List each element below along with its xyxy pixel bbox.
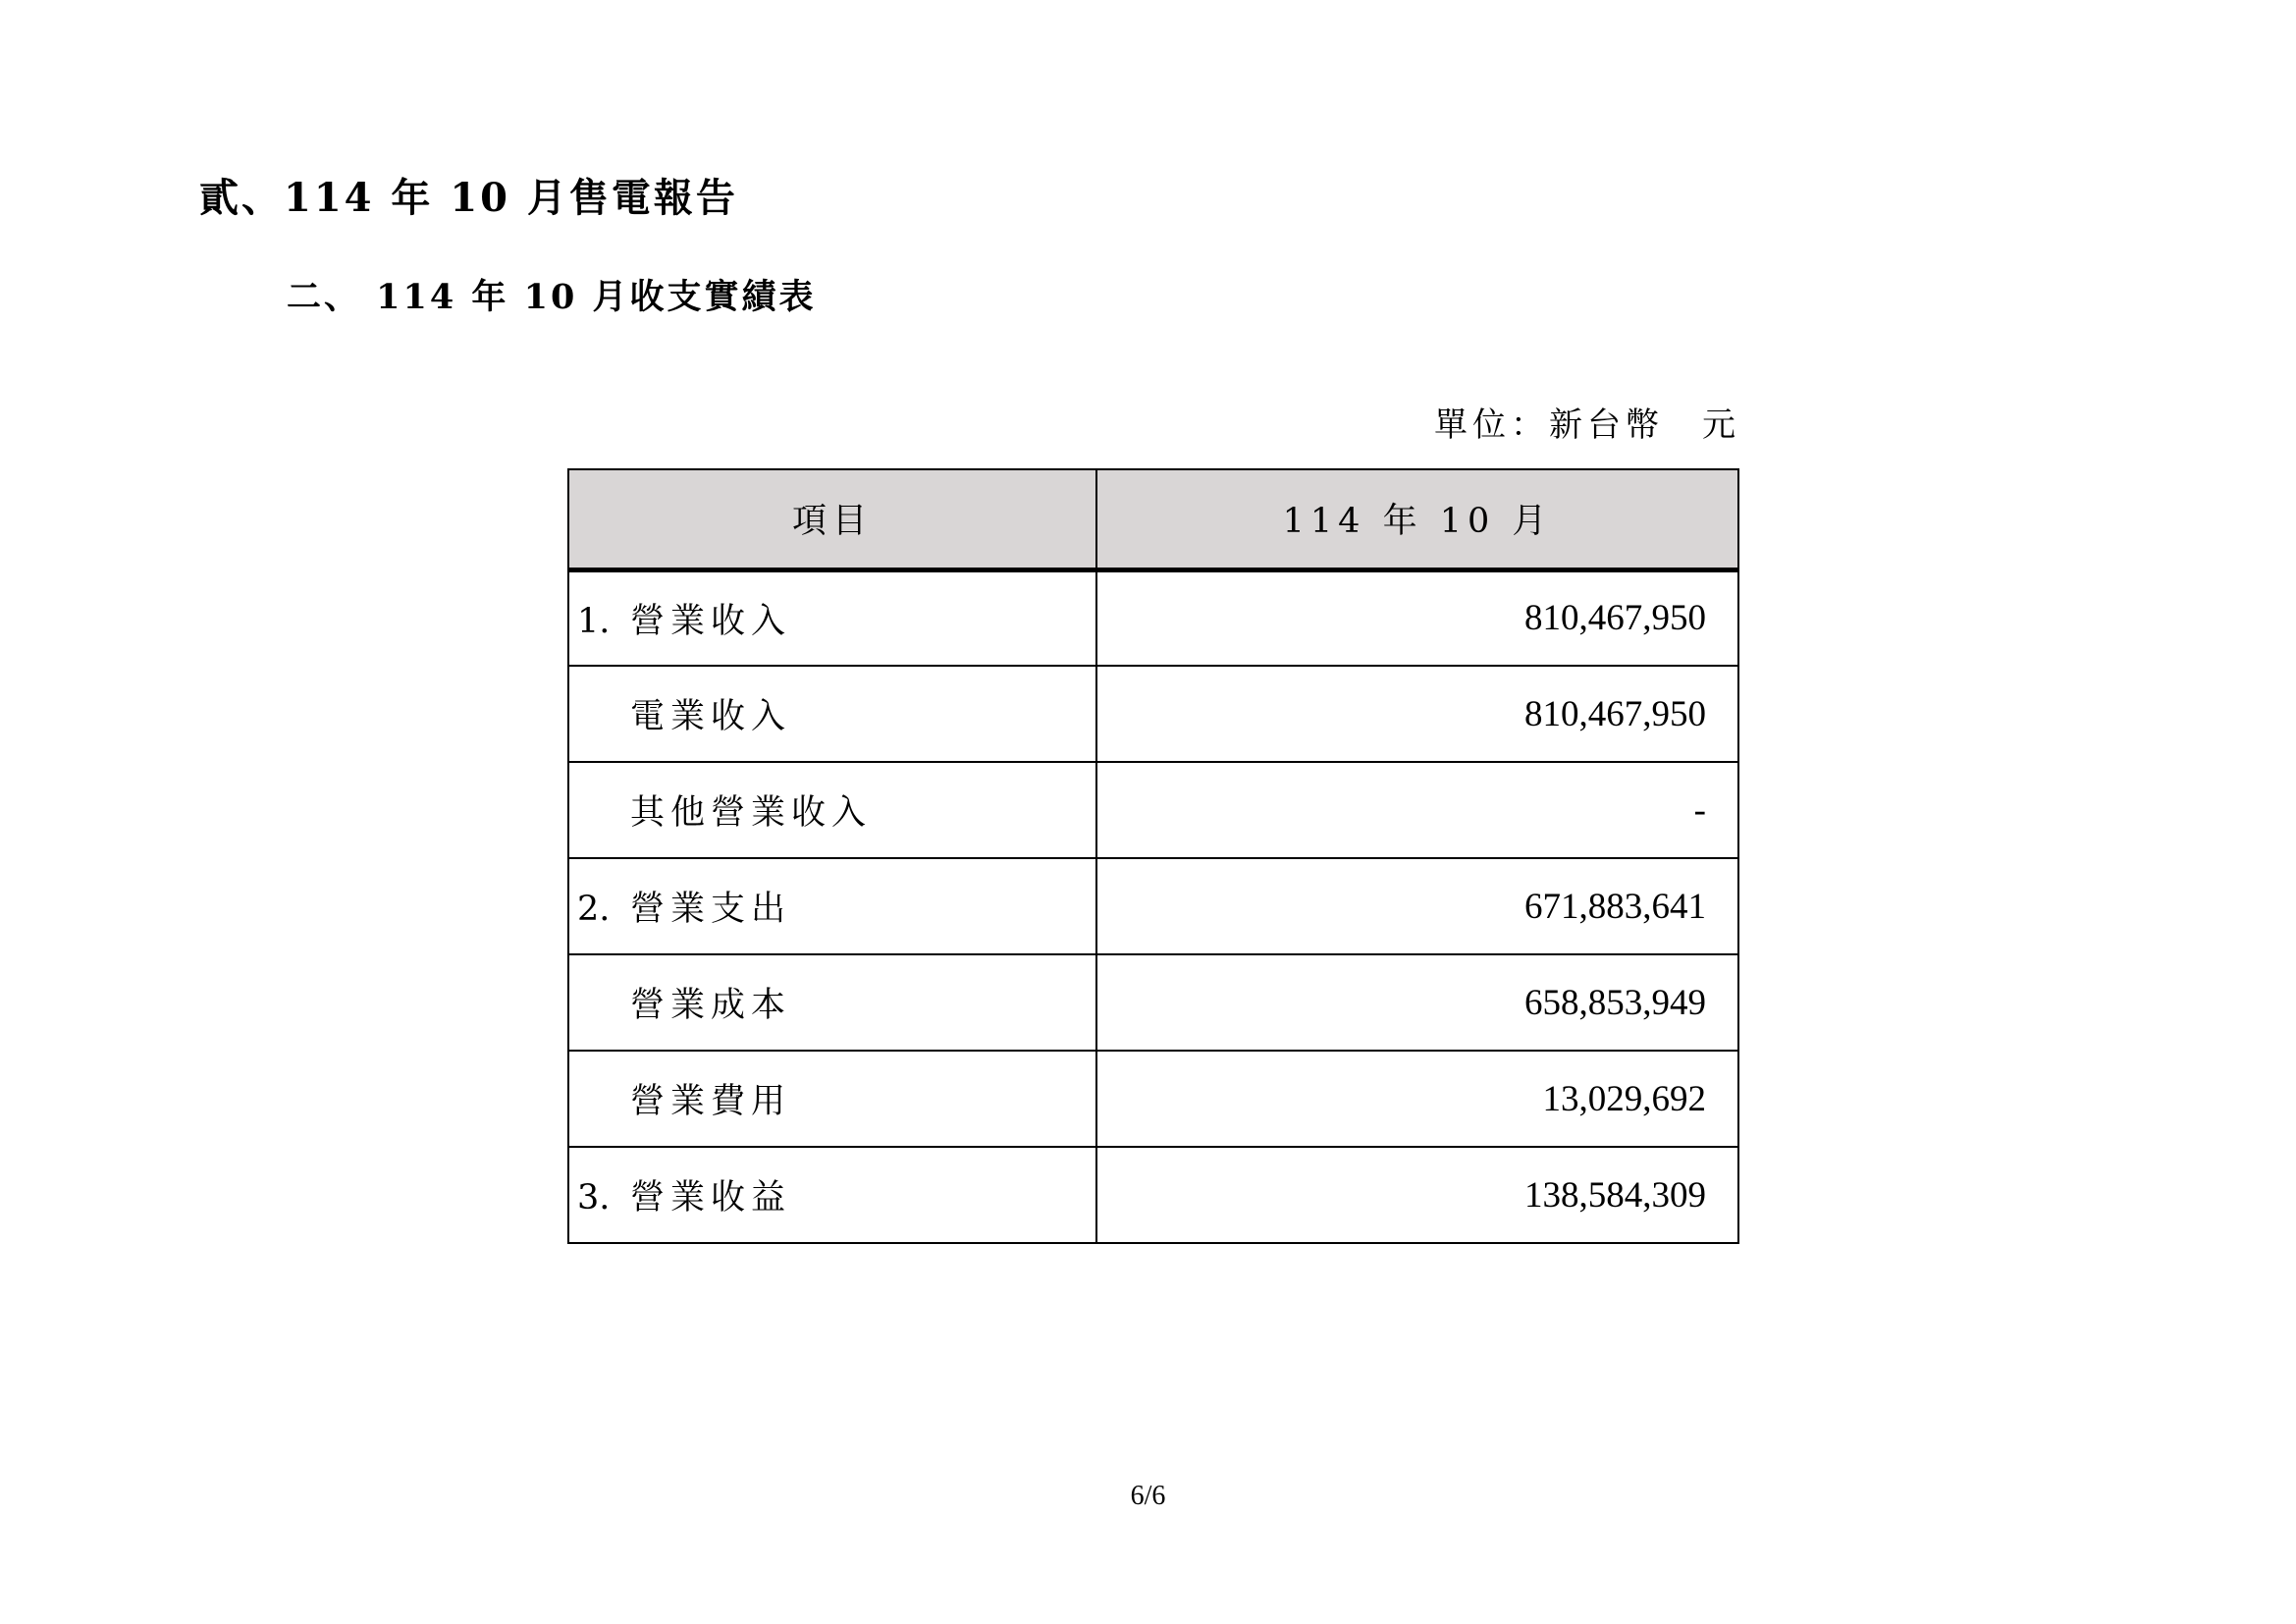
section-title: 貳、114 年 10 月售電報告	[199, 175, 738, 221]
page-number: 6/6	[1130, 1481, 1166, 1511]
row-label	[568, 569, 1096, 666]
column-header-month: 114 年 10 月	[1096, 469, 1738, 569]
table-header-row	[568, 469, 1738, 569]
row-number: 3.	[577, 1178, 611, 1218]
subsection-title: 二、 114 年 10 月收支實績表	[287, 277, 817, 317]
table-row	[568, 569, 1738, 666]
row-value: -	[1096, 762, 1738, 858]
row-value: 13,029,692	[1096, 1051, 1738, 1147]
table-row	[568, 1051, 1738, 1147]
column-header-item: 項目	[568, 469, 1096, 569]
row-number: 2.	[577, 890, 611, 929]
table-row	[568, 954, 1738, 1051]
unit-label: 單位：新台幣 元	[1434, 406, 1740, 445]
table-row	[568, 858, 1738, 954]
row-label	[568, 1051, 1096, 1147]
row-label	[568, 666, 1096, 762]
row-label-text: 電業收入	[630, 697, 792, 736]
row-number: 1.	[577, 601, 611, 641]
row-value: 810,467,950	[1096, 569, 1738, 666]
row-label-text: 營業費用	[630, 1082, 792, 1121]
row-label-text: 營業支出	[630, 890, 792, 929]
row-value: 138,584,309	[1096, 1147, 1738, 1243]
row-label	[568, 858, 1096, 954]
row-value: 810,467,950	[1096, 666, 1738, 762]
income-expense-table	[567, 468, 1739, 1244]
row-value: 658,853,949	[1096, 954, 1738, 1051]
row-label	[568, 762, 1096, 858]
row-label	[568, 1147, 1096, 1243]
row-label-text: 營業收益	[630, 1178, 792, 1218]
row-value: 671,883,641	[1096, 858, 1738, 954]
table-row	[568, 762, 1738, 858]
row-label-text: 營業成本	[630, 986, 792, 1025]
table-row	[568, 1147, 1738, 1243]
table-row	[568, 666, 1738, 762]
row-label	[568, 954, 1096, 1051]
row-label-text: 其他營業收入	[630, 793, 873, 833]
row-label-text: 營業收入	[630, 601, 792, 641]
